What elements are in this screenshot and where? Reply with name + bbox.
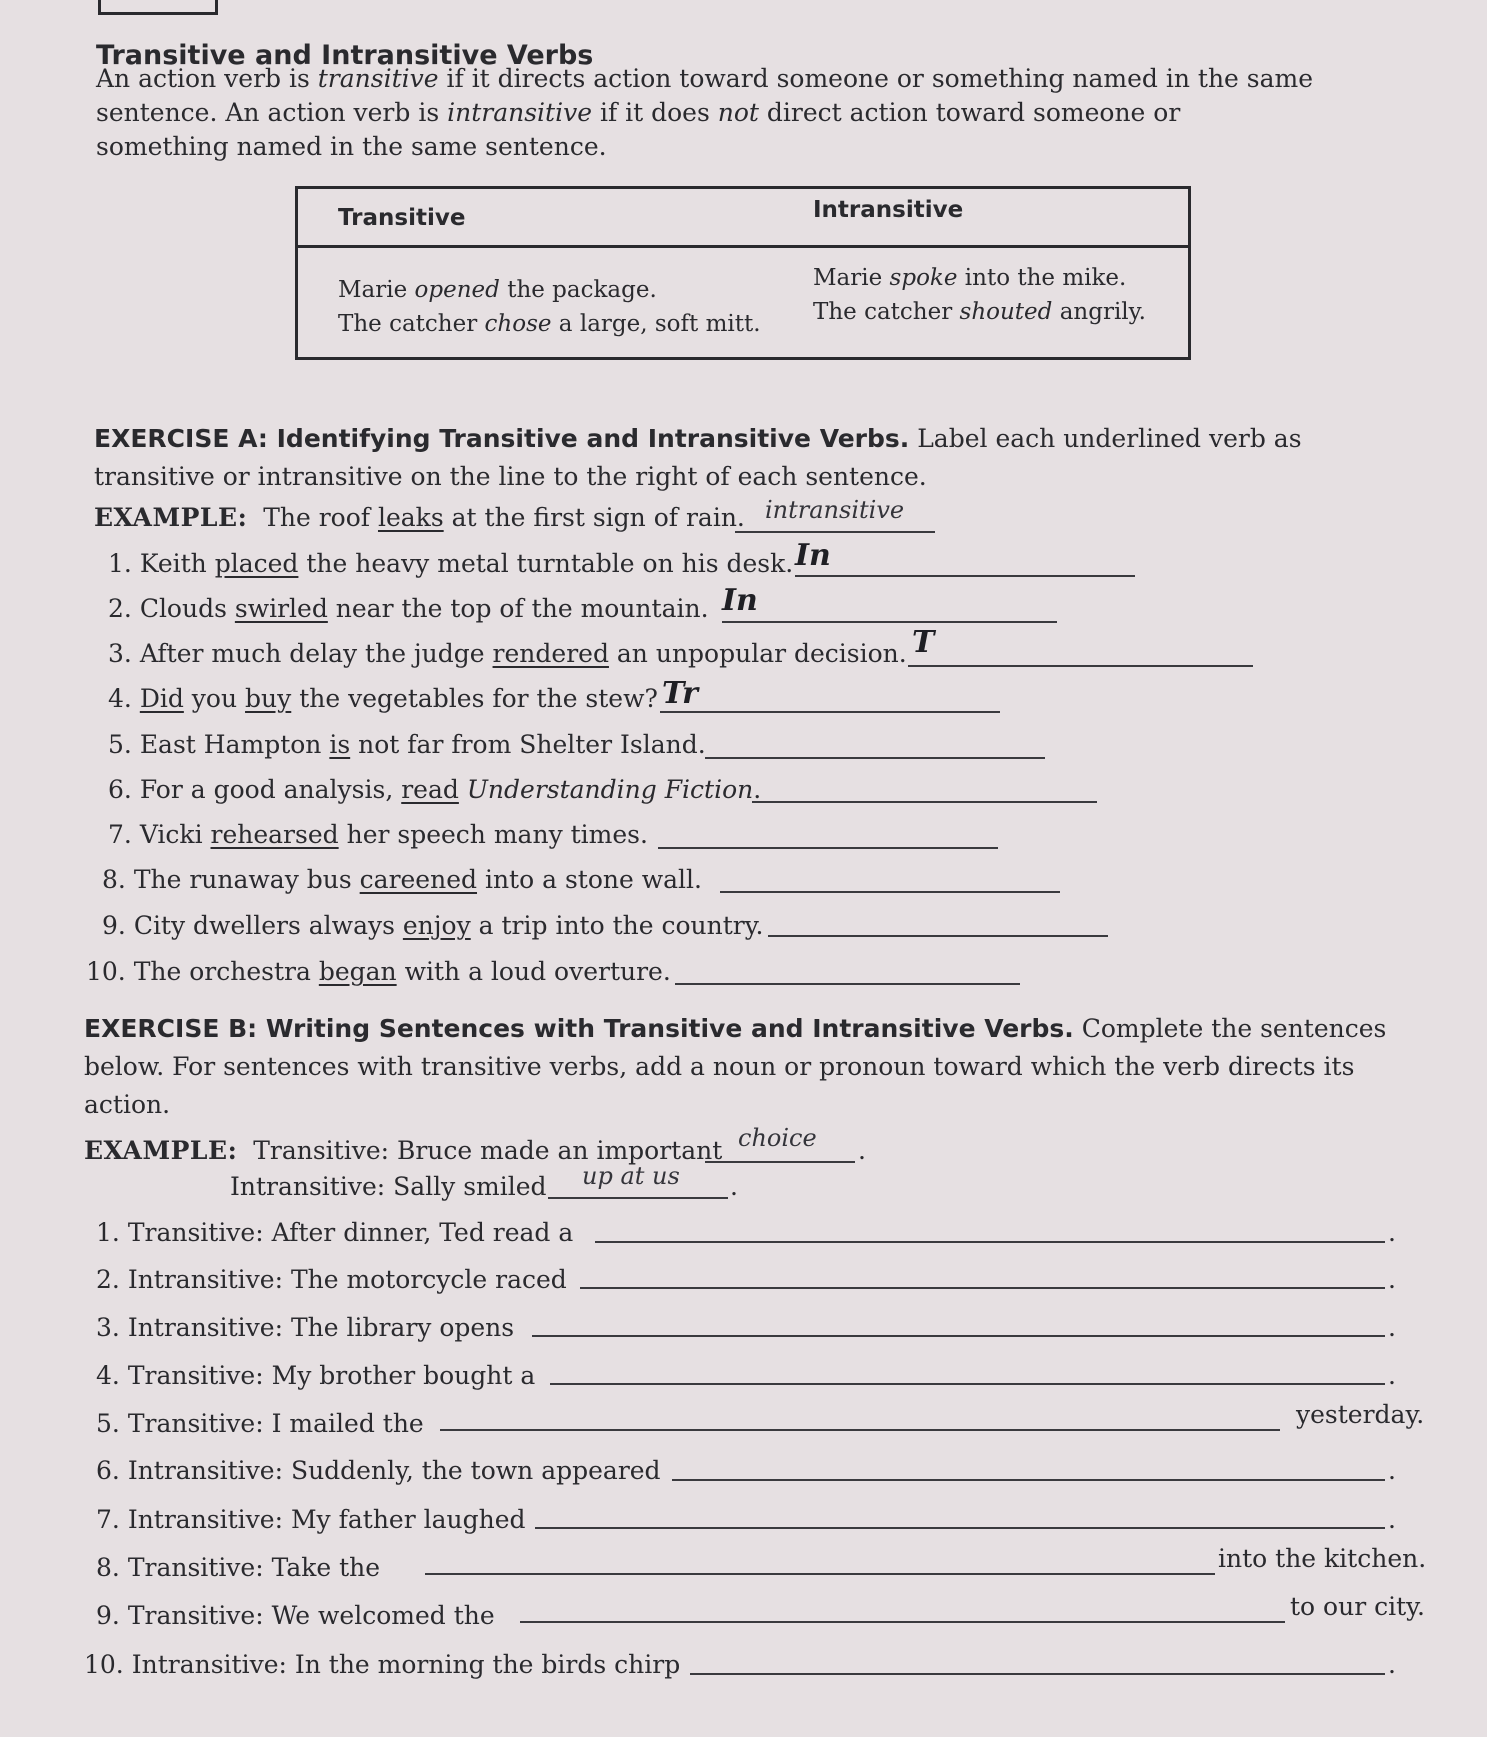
example-text: into the mike. (957, 265, 1127, 291)
exercise-b-item (96, 1456, 661, 1485)
answer-line[interactable] (690, 1672, 1385, 1675)
page-title: Transitive and Intransitive Verbs (96, 40, 594, 71)
sentence-text: The runaway bus (133, 865, 360, 894)
handwritten-answer: Tr (662, 676, 698, 711)
header-intransitive: Intransitive (813, 197, 964, 223)
sentence-text: Intransitive: In the morning the birds chirp (131, 1650, 681, 1679)
exercise-b-item (96, 1218, 573, 1247)
exercise-a-item (108, 775, 761, 804)
item-number: 3. (108, 639, 132, 668)
sentence-end: yesterday. (1296, 1400, 1425, 1429)
sentence-text: After much delay the judge (139, 639, 493, 668)
sentence-text: Transitive: I mailed the (127, 1409, 424, 1438)
item-number: 3. (96, 1313, 120, 1342)
sentence-text: at the first sign of rain. (443, 503, 745, 532)
exercise-b-item (96, 1505, 526, 1534)
underlined-verb: read (401, 775, 459, 804)
answer-line[interactable] (535, 1526, 1385, 1529)
answer-line[interactable] (595, 1240, 1385, 1243)
intro-term-intransitive: intransitive (447, 98, 592, 127)
intro-text: direct action toward someone or something named in the same sentence. (96, 98, 1181, 161)
exercise-b-example (230, 1172, 547, 1201)
item-number: 9. (102, 911, 126, 940)
item-number: 2. (96, 1265, 120, 1294)
example-text: a large, soft mitt. (551, 311, 761, 337)
handwritten-answer: T (912, 625, 935, 660)
sentence-end: . (1388, 1265, 1396, 1294)
underlined-verb: is (329, 730, 351, 759)
sentence-text: . (753, 775, 762, 804)
header-transitive: Transitive (338, 205, 466, 231)
sentence-text: a trip into the country. (470, 911, 764, 940)
answer-line[interactable] (580, 1286, 1385, 1289)
intro-term-transitive: transitive (317, 64, 439, 93)
example-verb: opened (414, 277, 500, 303)
exercise-a-item (108, 639, 907, 668)
underlined-verb: began (318, 957, 397, 986)
example-text: angrily. (1052, 299, 1146, 325)
sentence-text: Transitive: My brother bought a (127, 1361, 536, 1390)
sentence-end: to our city. (1290, 1592, 1425, 1621)
exercise-a-item (108, 549, 793, 578)
underlined-verb: leaks (377, 503, 444, 532)
sentence-end: . (1388, 1313, 1396, 1342)
sentence-text: Intransitive: The library opens (127, 1313, 515, 1342)
item-number: 4. (96, 1361, 120, 1390)
answer-line[interactable] (768, 934, 1108, 937)
answer-line[interactable] (548, 1196, 728, 1199)
item-number: 2. (108, 594, 132, 623)
underlined-verb: buy (245, 684, 292, 713)
sentence-text: The orchestra (133, 957, 319, 986)
sentence-text: into a stone wall. (477, 865, 702, 894)
underlined-verb: enjoy (402, 911, 471, 940)
handwritten-answer: intransitive (765, 496, 905, 524)
answer-line[interactable] (660, 710, 1000, 713)
item-number: 8. (96, 1553, 120, 1582)
answer-line[interactable] (425, 1572, 1215, 1575)
answer-line[interactable] (705, 756, 1045, 759)
exercise-b-heading (84, 1010, 1414, 1124)
sentence-text: the heavy metal turntable on his desk. (298, 549, 794, 578)
table-example (338, 273, 761, 307)
example-text: Marie (813, 265, 890, 291)
handwritten-answer: In (722, 583, 758, 618)
item-number: 10. (86, 957, 126, 986)
answer-line[interactable] (908, 664, 1253, 667)
item-number: 5. (108, 730, 132, 759)
handwritten-answer: up at us (582, 1162, 680, 1190)
example-verb: spoke (889, 265, 958, 291)
answer-line[interactable] (705, 1160, 855, 1163)
underlined-verb: careened (359, 865, 478, 894)
sentence-end: . (730, 1172, 738, 1201)
answer-line[interactable] (675, 982, 1020, 985)
exercise-a-item (108, 820, 648, 849)
example-label: EXAMPLE: (84, 1136, 238, 1165)
exercise-a-item (108, 594, 709, 623)
table-example (813, 261, 1146, 295)
sentence-text: Vicki (139, 820, 211, 849)
exercise-b-item (84, 1650, 680, 1679)
example-text: the package. (499, 277, 657, 303)
answer-line[interactable] (520, 1620, 1285, 1623)
exercise-a-item (102, 865, 702, 894)
intro-text: if it does (592, 98, 718, 127)
sentence-end: . (1388, 1361, 1396, 1390)
sentence-end: . (858, 1136, 866, 1165)
answer-line[interactable] (532, 1334, 1385, 1337)
exercise-b-example (84, 1136, 722, 1165)
example-text: Marie (338, 277, 415, 303)
sentence-end: into the kitchen. (1218, 1544, 1427, 1573)
item-number: 6. (96, 1456, 120, 1485)
sentence-text: you (183, 684, 246, 713)
sentence-end: . (1388, 1505, 1396, 1534)
sentence-text: Intransitive: Sally smiled (230, 1172, 547, 1201)
answer-line[interactable] (440, 1428, 1280, 1431)
intro-emphasis-not: not (717, 98, 759, 127)
sentence-text: Intransitive: My father laughed (127, 1505, 526, 1534)
underlined-verb: placed (214, 549, 299, 578)
answer-line[interactable] (658, 846, 998, 849)
intransitive-examples (813, 261, 1146, 329)
exercise-b-item (96, 1313, 514, 1342)
sentence-text: Transitive: Take the (127, 1553, 381, 1582)
answer-line[interactable] (722, 620, 1057, 623)
exercise-a-item (108, 730, 706, 759)
item-number: 7. (108, 820, 132, 849)
example-verb: chose (484, 311, 552, 337)
sentence-text (459, 775, 467, 804)
verb-examples-table (295, 186, 1191, 360)
sentence-end: . (1388, 1218, 1396, 1247)
item-number: 1. (96, 1218, 120, 1247)
exercise-b-item (96, 1361, 535, 1390)
sentence-text: Intransitive: Suddenly, the town appeared (127, 1456, 661, 1485)
sentence-text: her speech many times. (338, 820, 648, 849)
exercise-a-title: EXERCISE A: Identifying Transitive and Intransitive Verbs. (94, 424, 910, 453)
sentence-text: Transitive: After dinner, Ted read a (127, 1218, 574, 1247)
exercise-b-title: EXERCISE B: Writing Sentences with Transitive and Intransitive Verbs. (84, 1014, 1074, 1043)
answer-line[interactable] (550, 1382, 1385, 1385)
example-verb: shouted (959, 299, 1053, 325)
item-number: 7. (96, 1505, 120, 1534)
table-example (338, 307, 761, 341)
intro-paragraph (96, 62, 1316, 164)
exercise-b-item (96, 1601, 495, 1630)
item-number: 8. (102, 865, 126, 894)
exercise-b-instructions: Complete the sentences below. For sentences with transitive verbs, add a noun or pronoun toward which the verb directs its action. (84, 1014, 1387, 1119)
answer-line[interactable] (795, 574, 1135, 577)
item-number: 10. (84, 1650, 124, 1679)
sentence-text: The roof (263, 503, 378, 532)
answer-line[interactable] (672, 1478, 1385, 1481)
sentence-text: with a loud overture. (396, 957, 671, 986)
sentence-text: Keith (139, 549, 215, 578)
intro-text: if it directs action toward someone or something named in the same sentence. An action verb is (96, 64, 1314, 127)
sentence-text: near the top of the mountain. (327, 594, 709, 623)
transitive-examples (338, 273, 761, 341)
item-number: 6. (108, 775, 132, 804)
example-label: EXAMPLE: (94, 503, 248, 532)
intro-text: An action verb is (96, 64, 318, 93)
sentence-end: . (1388, 1650, 1396, 1679)
sentence-end: . (1388, 1456, 1396, 1485)
sentence-text: an unpopular decision. (608, 639, 907, 668)
sentence-text: Clouds (139, 594, 235, 623)
answer-line[interactable] (752, 800, 1097, 803)
exercise-b-item (96, 1553, 380, 1582)
example-text: The catcher (338, 311, 485, 337)
exercise-a-item (102, 911, 763, 940)
top-corner-box (98, 0, 218, 15)
handwritten-answer: choice (738, 1124, 817, 1152)
table-header-row (298, 189, 1188, 248)
handwritten-answer: In (795, 538, 831, 573)
exercise-a-item (86, 957, 671, 986)
sentence-text: Transitive: We welcomed the (127, 1601, 495, 1630)
underlined-verb: rendered (492, 639, 609, 668)
item-number: 4. (108, 684, 132, 713)
book-title: Understanding Fiction (466, 775, 754, 804)
underlined-verb: swirled (234, 594, 328, 623)
sentence-text: For a good analysis, (139, 775, 402, 804)
sentence-text: the vegetables for the stew? (291, 684, 658, 713)
table-example (813, 295, 1146, 329)
exercise-a-instructions: Label each underlined verb as transitive or intransitive on the line to the right of each sentence. (94, 424, 1302, 491)
item-number: 5. (96, 1409, 120, 1438)
exercise-a-item (108, 684, 658, 713)
example-text: The catcher (813, 299, 960, 325)
answer-line[interactable] (735, 530, 935, 533)
sentence-text: City dwellers always (133, 911, 403, 940)
sentence-text: East Hampton (139, 730, 330, 759)
underlined-verb: Did (139, 684, 184, 713)
sentence-text: Intransitive: The motorcycle raced (127, 1265, 567, 1294)
exercise-b-item (96, 1409, 424, 1438)
sentence-text: not far from Shelter Island. (350, 730, 706, 759)
exercise-a-example (94, 503, 745, 532)
underlined-verb: rehearsed (210, 820, 339, 849)
exercise-a-heading (94, 420, 1334, 496)
sentence-text: Transitive: Bruce made an important (253, 1136, 723, 1165)
exercise-b-item (96, 1265, 567, 1294)
item-number: 9. (96, 1601, 120, 1630)
item-number: 1. (108, 549, 132, 578)
answer-line[interactable] (720, 890, 1060, 893)
